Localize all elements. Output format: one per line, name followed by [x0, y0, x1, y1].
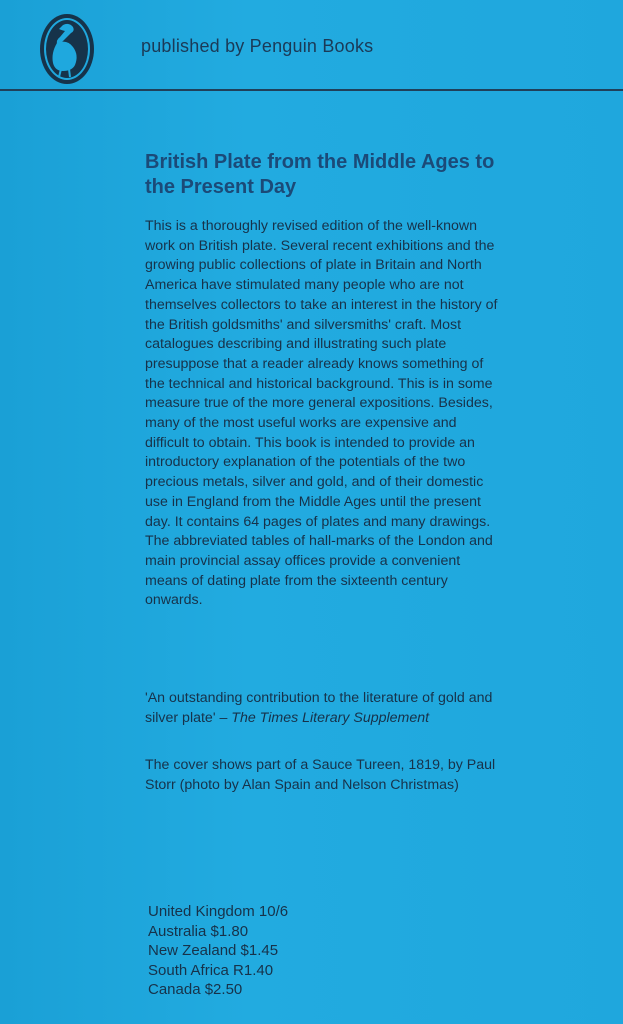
pelican-logo-icon	[39, 13, 95, 85]
quote-text: 'An outstanding contribution to the literature of gold and silver plate' –	[145, 690, 493, 726]
description-paragraph: This is a thoroughly revised edition of the well-known work on British plate. Several recent exhibitions and the growing public collections of plate in Britain and North America have stimulated many people who are not themselves collectors to take an interest in the history of the British goldsmiths' and silversmiths' craft. Most catalogues describing and illustrating such plate presuppose that a reader already knows something of the technical and historical background. This is in some measure true of the more general expositions. Besides, many of the most useful works are expensive and difficult to obtain. This book is intended to provide an introductory explanation of the potentials of the two precious metals, silver and gold, and of their domestic use in England from the Middle Ages until the present day. It contains 64 pages of plates and many drawings. The abbreviated tables of hall-marks of the London and main provincial assay offices provide a convenient means of dating plate from the sixteenth century onwards.	[145, 218, 498, 609]
price-new-zealand: New Zealand $1.45	[148, 942, 279, 960]
price-uk: United Kingdom 10/6	[148, 903, 289, 920]
price-south-africa: South Africa R1.40	[148, 961, 274, 979]
book-description	[145, 217, 500, 611]
publisher-line: published by Penguin Books	[141, 36, 374, 56]
price-australia: Australia $1.80	[148, 922, 249, 940]
quote-source: The Times Literary Supplement	[231, 709, 430, 726]
price-canada: Canada $2.50	[148, 981, 243, 999]
cover-credit: The cover shows part of a Sauce Tureen, 1819, by Paul Storr (photo by Alan Spain and Nelson Christmas)	[145, 757, 496, 793]
review-quote	[145, 689, 505, 728]
book-title: British Plate from the Middle Ages to the Present Day	[145, 151, 495, 198]
price-list	[148, 902, 288, 1000]
header-divider	[0, 89, 623, 91]
